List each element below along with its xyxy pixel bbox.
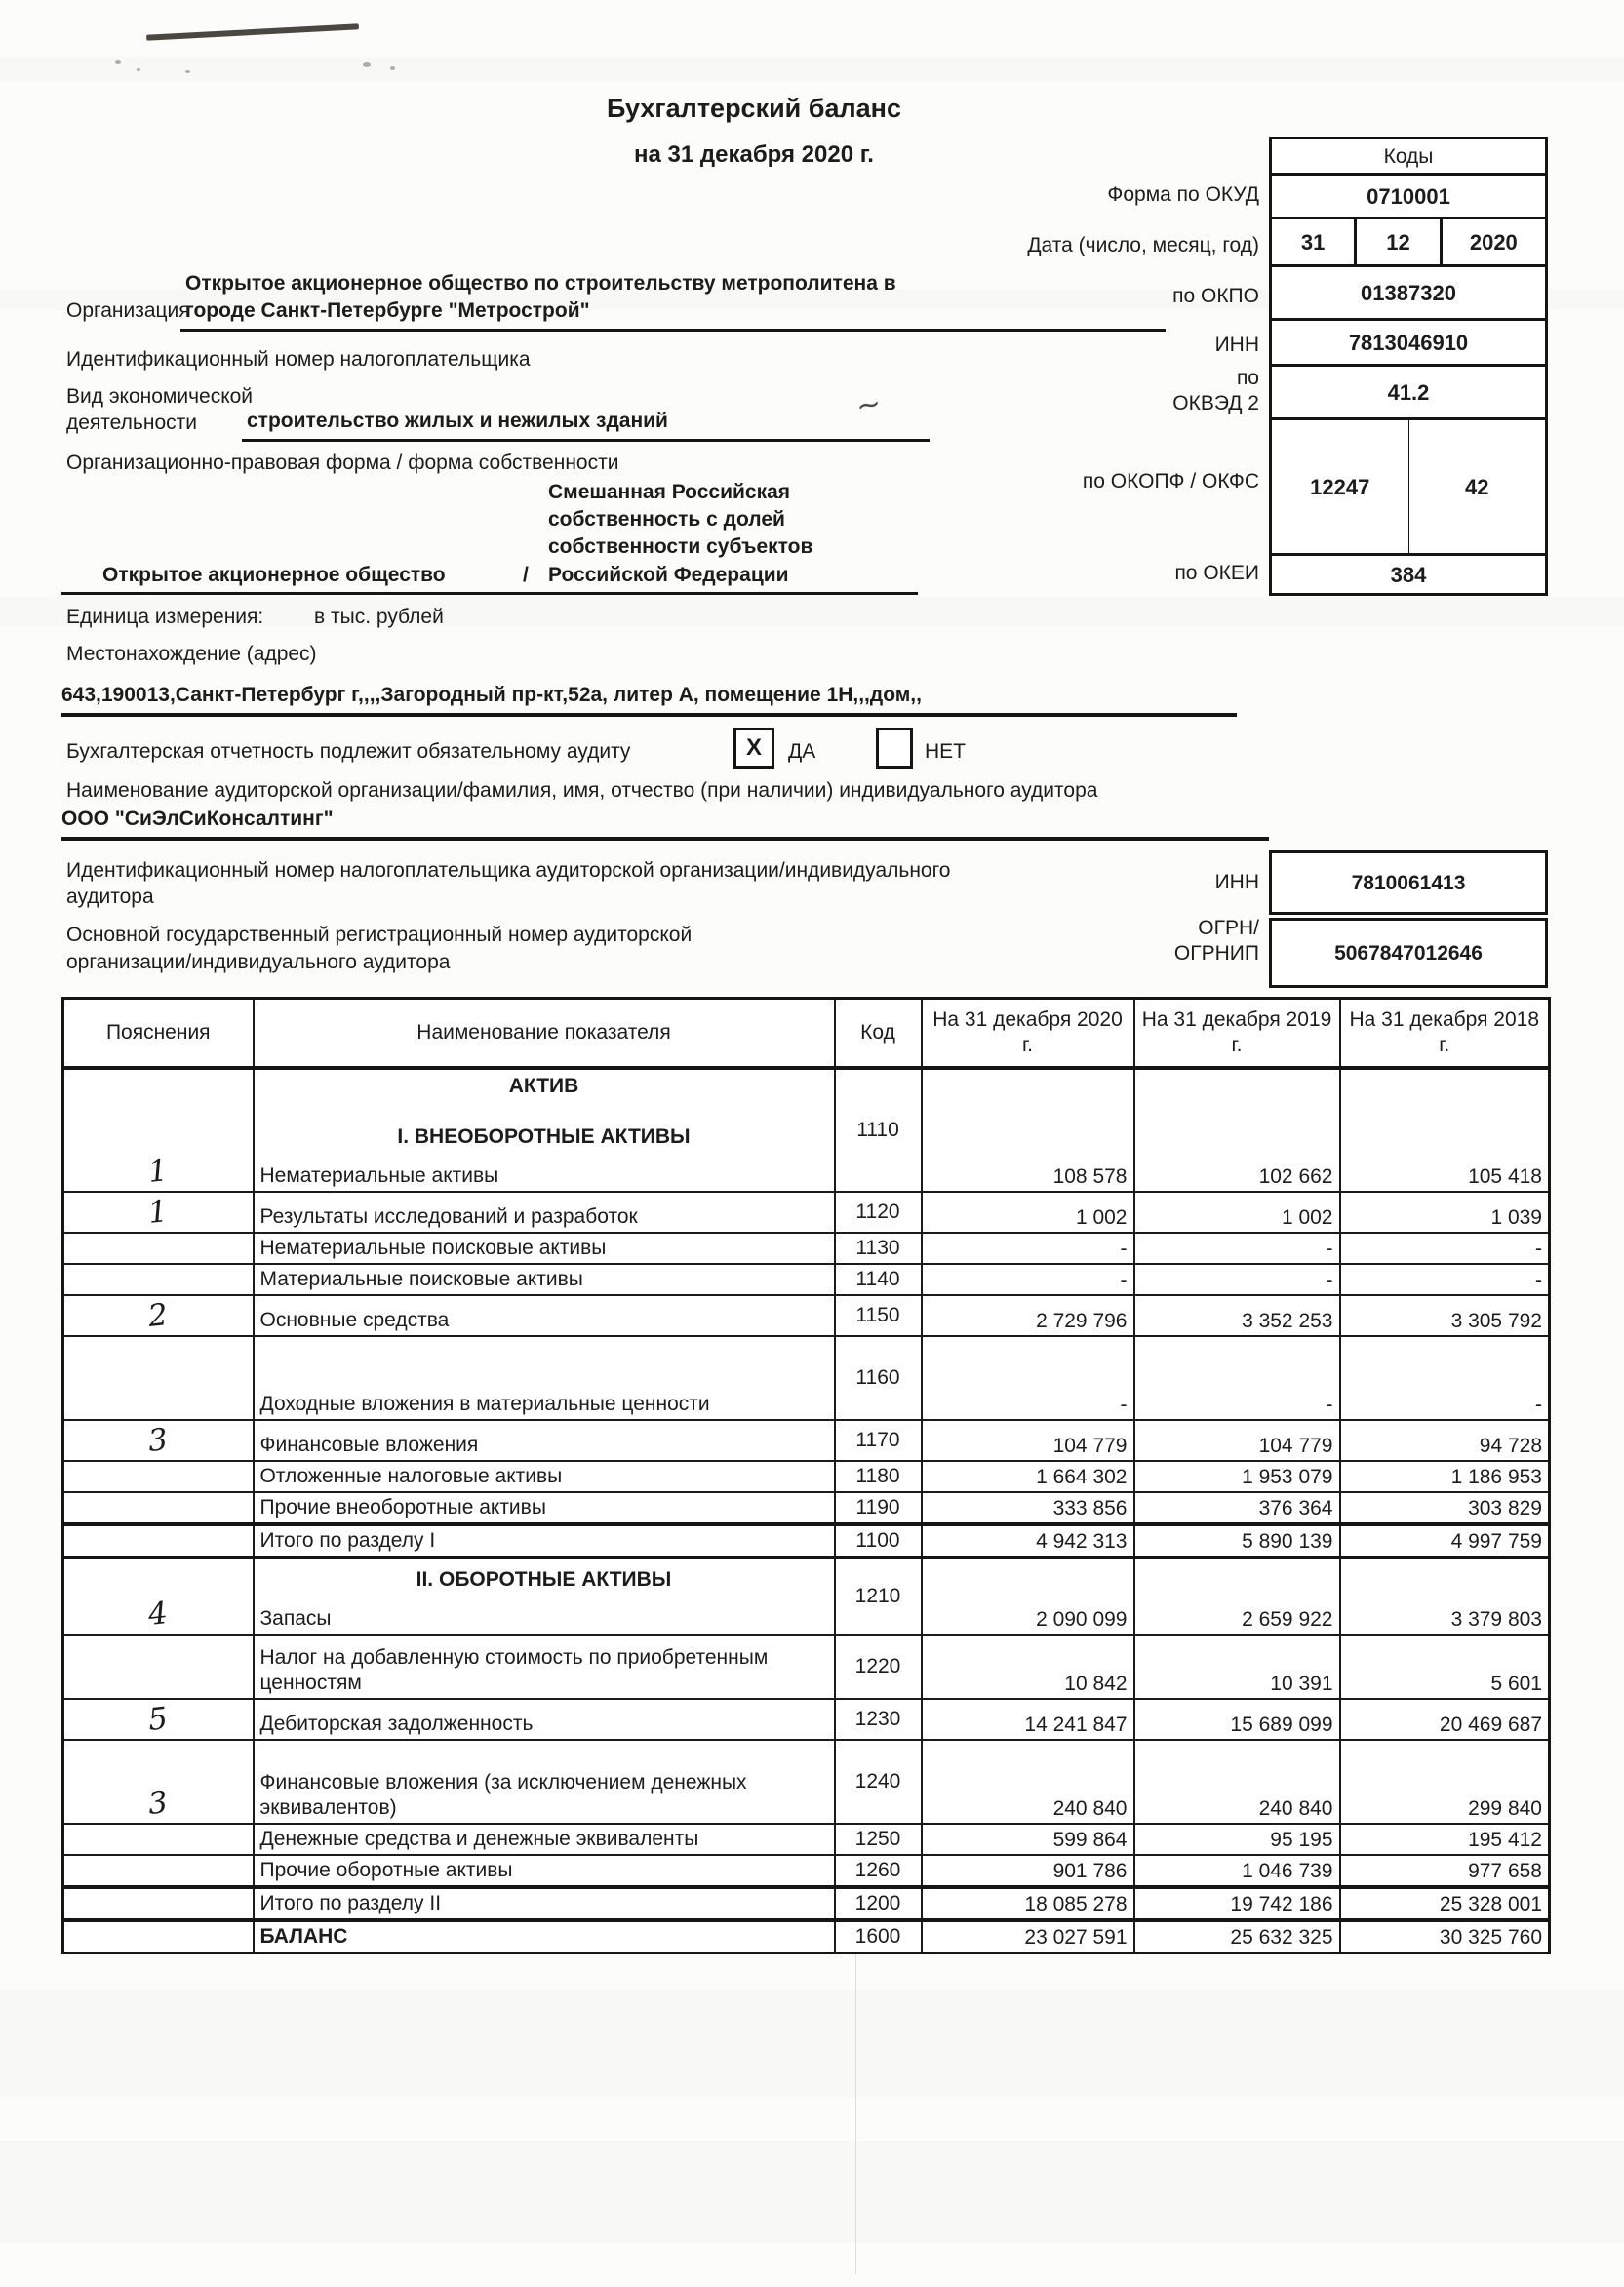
value-2019: 2 659 922 (1134, 1558, 1340, 1635)
note-cell (63, 1855, 254, 1887)
value-2020: - (922, 1336, 1134, 1420)
note-cell (63, 1492, 254, 1524)
okei-cell (1269, 553, 1548, 596)
legal-form-value: Открытое акционерное общество (102, 564, 446, 586)
row-name: Нематериальные поисковые активы (254, 1233, 835, 1264)
okved-label-line1: по (1236, 367, 1259, 389)
legal-form-label: Организационно-правовая форма / форма собственности (66, 452, 619, 474)
row-name: Дебиторская задолженность (254, 1699, 835, 1740)
code-cell: 1260 (835, 1855, 922, 1887)
handwritten-note: 3 (146, 1785, 170, 1822)
value-2020: 108 578 (922, 1068, 1134, 1192)
org-name-line2: городе Санкт-Петербурге "Метрострой" (185, 299, 590, 322)
value-2018: 105 418 (1340, 1068, 1550, 1192)
value-2018: 4 997 759 (1340, 1524, 1550, 1558)
date-day-cell (1272, 219, 1354, 264)
header-2020: На 31 декабря 2020 г. (922, 999, 1134, 1069)
date-month-cell (1354, 219, 1439, 264)
audit-no-checkbox (876, 728, 913, 769)
date-day: 31 (1300, 229, 1326, 255)
note-cell (63, 1699, 254, 1740)
code-cell: 1120 (835, 1192, 922, 1233)
okpo-label: по ОКПО (1172, 285, 1259, 307)
pen-speck (185, 70, 190, 73)
pen-speck (137, 68, 140, 71)
row-name: Нематериальные активы (259, 1164, 499, 1187)
value-2018: 1 039 (1340, 1192, 1550, 1233)
value-2020: - (922, 1264, 1134, 1295)
code-cell: 1100 (835, 1524, 922, 1558)
value-2018: - (1340, 1336, 1550, 1420)
inn-cell (1269, 318, 1548, 367)
value-2019: 3 352 253 (1134, 1295, 1340, 1336)
value-2020: 1 664 302 (922, 1461, 1134, 1492)
auditor-inn-value: 7810061413 (1351, 871, 1466, 894)
code-cell: 1170 (835, 1420, 922, 1461)
legal-form-underline (61, 592, 918, 595)
row-name: Материальные поисковые активы (254, 1264, 835, 1295)
value-2020: 23 027 591 (922, 1920, 1134, 1953)
value-2019: 10 391 (1134, 1635, 1340, 1699)
okpo-cell (1269, 264, 1548, 321)
header-name: Наименование показателя (254, 999, 835, 1069)
value-2018: - (1340, 1264, 1550, 1295)
org-label: Организация (66, 299, 190, 322)
row-name: Результаты исследований и разработок (254, 1192, 835, 1233)
value-2018: 3 379 803 (1340, 1558, 1550, 1635)
handwritten-note: 4 (146, 1596, 170, 1633)
table-header-row (63, 999, 1550, 1069)
value-2018: 20 469 687 (1340, 1699, 1550, 1740)
ownership-line4: Российской Федерации (548, 564, 789, 586)
auditor-inn-label-line1: Идентификационный номер налогоплательщика аудиторской организации/индивидуального (66, 859, 951, 882)
row-name: Денежные средства и денежные эквиваленты (254, 1824, 835, 1855)
value-2020: 18 085 278 (922, 1887, 1134, 1920)
handwritten-note: 1 (146, 1153, 170, 1190)
okopf-value: 12247 (1310, 474, 1370, 499)
value-2018: 977 658 (1340, 1855, 1550, 1887)
table-row-1240 (63, 1740, 1550, 1824)
code-cell: 1250 (835, 1824, 922, 1855)
row-name: Налог на добавленную стоимость по приобретенным ценностям (254, 1635, 835, 1699)
table-row-1210 (63, 1558, 1550, 1635)
okved-value: 41.2 (1387, 379, 1430, 405)
row-name: Финансовые вложения (254, 1420, 835, 1461)
code-cell: 1140 (835, 1264, 922, 1295)
value-2020: 599 864 (922, 1824, 1134, 1855)
date-month: 12 (1386, 229, 1410, 255)
table-row-1170 (63, 1420, 1550, 1461)
header-notes: Пояснения (63, 999, 254, 1069)
pen-speck (363, 62, 371, 67)
date-year: 2020 (1469, 229, 1518, 255)
value-2019: 102 662 (1134, 1068, 1340, 1192)
table-row-1190 (63, 1492, 1550, 1524)
row-name: Итого по разделу II (254, 1887, 835, 1920)
table-row-1200-total-section2 (63, 1887, 1550, 1920)
ogrn-value: 5067847012646 (1334, 941, 1483, 965)
pen-stroke (146, 23, 359, 40)
unit-value: в тыс. рублей (314, 606, 444, 628)
note-cell (63, 1068, 254, 1192)
value-2020: 4 942 313 (922, 1524, 1134, 1558)
name-cell (254, 1068, 835, 1192)
table-row-1140 (63, 1264, 1550, 1295)
row-name: Итого по разделу I (254, 1524, 835, 1558)
table-row-1100-total-section1 (63, 1524, 1550, 1558)
note-cell (63, 1264, 254, 1295)
audit-statement: Бухгалтерская отчетность подлежит обязательному аудиту (66, 740, 631, 763)
row-name: Финансовые вложения (за исключением денежных эквивалентов) (254, 1740, 835, 1824)
value-2019: 240 840 (1134, 1740, 1340, 1824)
note-cell (63, 1635, 254, 1699)
value-2018: 5 601 (1340, 1635, 1550, 1699)
note-cell (63, 1461, 254, 1492)
scan-band (0, 2141, 1624, 2243)
activity-label-line1: Вид экономической (66, 385, 254, 408)
table-row-1110 (63, 1068, 1550, 1192)
row-name: Запасы (259, 1607, 332, 1630)
value-2020: 14 241 847 (922, 1699, 1134, 1740)
value-2019: 95 195 (1134, 1824, 1340, 1855)
codes-header-cell (1269, 137, 1548, 176)
code-cell: 1190 (835, 1492, 922, 1524)
balance-table (61, 997, 1551, 1954)
value-2020: 1 002 (922, 1192, 1134, 1233)
table-row-1130 (63, 1233, 1550, 1264)
value-2019: 15 689 099 (1134, 1699, 1340, 1740)
header-code: Код (835, 999, 922, 1069)
section-aktiv: АКТИВ (508, 1075, 579, 1097)
scan-band (0, 1990, 1624, 2097)
pen-speck (390, 66, 395, 70)
title-block (61, 94, 1446, 169)
code-cell: 1180 (835, 1461, 922, 1492)
okopf-subcell (1272, 420, 1408, 553)
value-2018: 299 840 (1340, 1740, 1550, 1824)
table-row-1150 (63, 1295, 1550, 1336)
value-2020: 333 856 (922, 1492, 1134, 1524)
value-2020: 104 779 (922, 1420, 1134, 1461)
scan-vertical-line (855, 1943, 856, 2274)
value-2019: 376 364 (1134, 1492, 1340, 1524)
ogrn-label-line2: организации/индивидуального аудитора (66, 951, 451, 973)
address-underline (61, 713, 1237, 717)
codes-header: Коды (1383, 144, 1434, 168)
date-year-cell (1440, 219, 1545, 264)
unit-label: Единица измерения: (66, 606, 264, 628)
header-2018: На 31 декабря 2018 г. (1340, 999, 1550, 1069)
ownership-line2: собственность с долей (548, 508, 785, 531)
value-2018: 94 728 (1340, 1420, 1550, 1461)
value-2018: 303 829 (1340, 1492, 1550, 1524)
legal-form-slash: / (523, 564, 529, 586)
code-cell: 1230 (835, 1699, 922, 1740)
okved-label-line2: ОКВЭД 2 (1172, 392, 1259, 414)
audit-yes-mark: X (745, 734, 762, 761)
value-2019: 1 002 (1134, 1192, 1340, 1233)
note-cell (63, 1192, 254, 1233)
okud-label: Форма по ОКУД (1107, 183, 1259, 206)
value-2018: 25 328 001 (1340, 1887, 1550, 1920)
section-current-assets: II. ОБОРОТНЫЕ АКТИВЫ (416, 1568, 672, 1591)
handwritten-note: 1 (146, 1194, 170, 1231)
row-name: Доходные вложения в материальные ценности (254, 1336, 835, 1420)
handwritten-note: 2 (146, 1297, 170, 1334)
table-row-1220 (63, 1635, 1550, 1699)
note-cell (63, 1920, 254, 1953)
value-2018: - (1340, 1233, 1550, 1264)
value-2018: 195 412 (1340, 1824, 1550, 1855)
taxpayer-id-label: Идентификационный номер налогоплательщика (66, 348, 531, 371)
inn-value: 7813046910 (1348, 330, 1469, 355)
table-row-1160 (63, 1336, 1550, 1420)
ogrn-short-label-line2: ОГРНИП (1173, 942, 1259, 965)
okud-cell (1269, 173, 1548, 219)
auditor-inn-label-line2: аудитора (66, 886, 154, 908)
okopf-okfs-label: по ОКОПФ / ОКФС (1082, 470, 1259, 493)
ogrn-label-line1: Основной государственный регистрационный номер аудиторской (66, 924, 693, 946)
value-2019: - (1134, 1336, 1340, 1420)
pen-tilde-mark: ∼ (853, 387, 884, 423)
activity-label-line2: деятельности (66, 412, 197, 434)
ogrn-box (1269, 918, 1548, 988)
auditor-inn-short-label: ИНН (1214, 871, 1259, 893)
code-cell: 1160 (835, 1336, 922, 1420)
value-2020: - (922, 1233, 1134, 1264)
note-cell (63, 1295, 254, 1336)
okved-cell (1269, 364, 1548, 420)
okfs-subcell (1408, 420, 1546, 553)
value-2020: 2 090 099 (922, 1558, 1134, 1635)
org-name-underline (180, 329, 1166, 332)
note-cell (63, 1558, 254, 1635)
value-2019: - (1134, 1233, 1340, 1264)
audit-yes-label: ДА (788, 740, 816, 763)
value-2020: 10 842 (922, 1635, 1134, 1699)
table-row-1180 (63, 1461, 1550, 1492)
activity-underline (242, 439, 930, 442)
ownership-line3: собственности субъектов (548, 535, 813, 558)
row-name: Отложенные налоговые активы (254, 1461, 835, 1492)
handwritten-note: 5 (146, 1701, 170, 1738)
value-2019: 1 046 739 (1134, 1855, 1340, 1887)
value-2019: 5 890 139 (1134, 1524, 1340, 1558)
scan-band (0, 57, 1624, 82)
audit-no-label: НЕТ (925, 740, 966, 763)
auditor-name: ООО "СиЭлСиКонсалтинг" (61, 808, 334, 830)
page-subtitle: на 31 декабря 2020 г. (634, 141, 874, 168)
code-cell: 1150 (835, 1295, 922, 1336)
value-2020: 2 729 796 (922, 1295, 1134, 1336)
section-noncurrent-assets: I. ВНЕОБОРОТНЫЕ АКТИВЫ (397, 1125, 691, 1148)
codes-box (1269, 137, 1548, 596)
okfs-value: 42 (1465, 474, 1489, 499)
okei-value: 384 (1390, 562, 1427, 587)
table-row-1230 (63, 1699, 1550, 1740)
row-name: БАЛАНС (254, 1920, 835, 1953)
ownership-line1: Смешанная Российская (548, 481, 791, 503)
code-cell: 1210 (835, 1558, 922, 1635)
value-2020: 901 786 (922, 1855, 1134, 1887)
note-cell (63, 1233, 254, 1264)
inn-code-label: ИНН (1214, 334, 1259, 356)
code-cell: 1110 (835, 1068, 922, 1192)
address-label: Местонахождение (адрес) (66, 643, 317, 665)
audit-yes-checkbox (733, 728, 774, 769)
code-cell: 1200 (835, 1887, 922, 1920)
code-cell: 1600 (835, 1920, 922, 1953)
value-2019: 19 742 186 (1134, 1887, 1340, 1920)
note-cell (63, 1336, 254, 1420)
note-cell (63, 1420, 254, 1461)
value-2020: 240 840 (922, 1740, 1134, 1824)
value-2019: 25 632 325 (1134, 1920, 1340, 1953)
value-2019: - (1134, 1264, 1340, 1295)
name-cell (254, 1558, 835, 1635)
okopf-okfs-cell (1269, 417, 1548, 556)
code-cell: 1240 (835, 1740, 922, 1824)
code-cell: 1220 (835, 1635, 922, 1699)
handwritten-note: 3 (146, 1422, 170, 1459)
value-2018: 30 325 760 (1340, 1920, 1550, 1953)
row-name: Прочие внеоборотные активы (254, 1492, 835, 1524)
okud-value: 0710001 (1367, 183, 1450, 209)
address-value: 643,190013,Санкт-Петербург г,,,,Загородный пр-кт,52а, литер А, помещение 1Н,,,дом,, (61, 684, 922, 706)
table-row-1600-balance (63, 1920, 1550, 1953)
code-cell: 1130 (835, 1233, 922, 1264)
ogrn-short-label-line1: ОГРН/ (1198, 917, 1259, 939)
note-cell (63, 1524, 254, 1558)
note-cell (63, 1887, 254, 1920)
org-name-line1: Открытое акционерное общество по строительству метрополитена в (185, 272, 896, 295)
auditor-inn-box (1269, 850, 1548, 915)
table-row-1120 (63, 1192, 1550, 1233)
okei-label: по ОКЕИ (1174, 562, 1259, 584)
date-cells (1269, 217, 1548, 267)
row-name: Прочие оборотные активы (254, 1855, 835, 1887)
note-cell (63, 1824, 254, 1855)
table-row-1260 (63, 1855, 1550, 1887)
okpo-value: 01387320 (1361, 280, 1456, 305)
table-row-1250 (63, 1824, 1550, 1855)
auditor-name-underline (61, 837, 1269, 841)
auditor-name-label: Наименование аудиторской организации/фамилия, имя, отчество (при наличии) индивидуального аудитора (66, 779, 1098, 802)
value-2019: 1 953 079 (1134, 1461, 1340, 1492)
activity-value: строительство жилых и нежилых зданий (247, 410, 668, 432)
value-2018: 3 305 792 (1340, 1295, 1550, 1336)
pen-speck (115, 60, 121, 64)
value-2018: 1 186 953 (1340, 1461, 1550, 1492)
value-2019: 104 779 (1134, 1420, 1340, 1461)
header-2019: На 31 декабря 2019 г. (1134, 999, 1340, 1069)
page-title: Бухгалтерский баланс (607, 94, 901, 123)
row-name: Основные средства (254, 1295, 835, 1336)
note-cell (63, 1740, 254, 1824)
date-label: Дата (число, месяц, год) (1027, 234, 1259, 256)
